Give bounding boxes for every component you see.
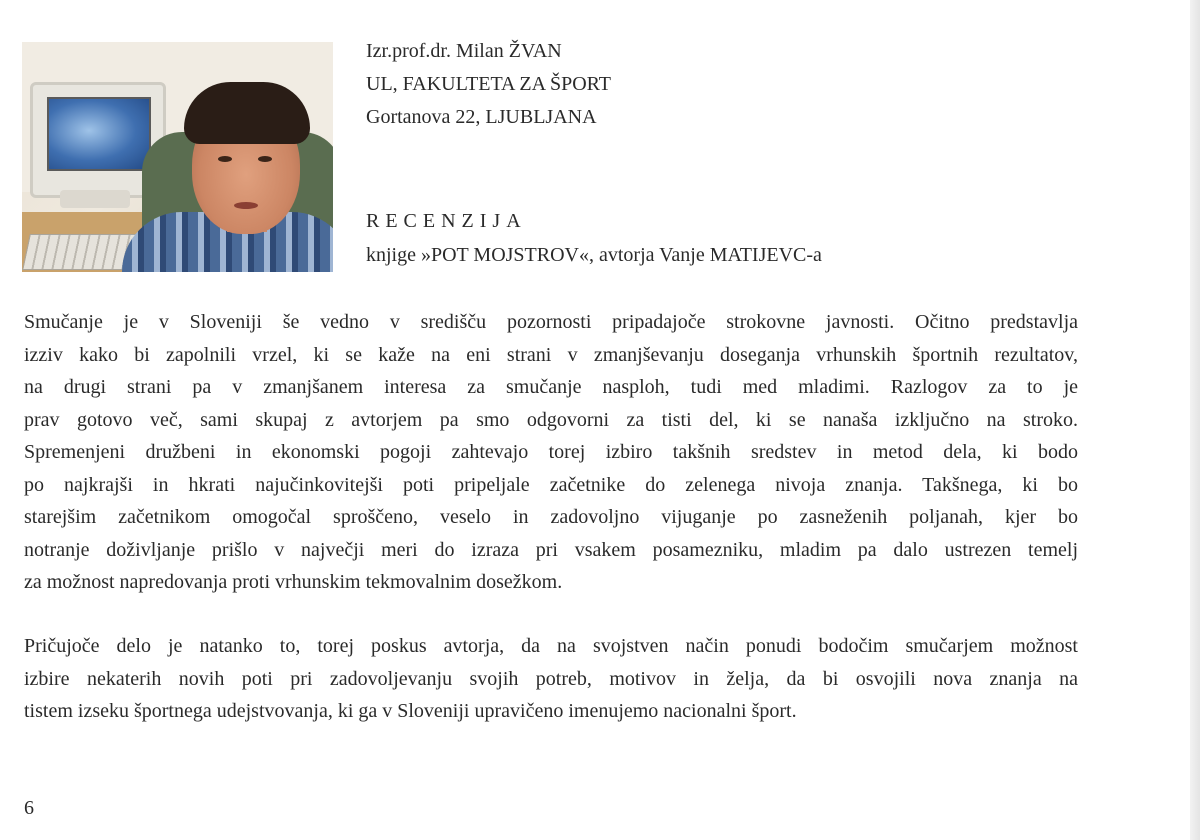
paragraph-line: notranje doživljanje prišlo v največji meri do izraza pri vsakem posamezniku, mladim pa dalo ustrezen temelj — [24, 538, 1078, 561]
review-subtitle: knjige »POT MOJSTROV«, avtorja Vanje MATIJEVC-a — [366, 244, 822, 266]
paragraph-line: Pričujoče delo je natanko to, torej poskus avtorja, da na svojstven način ponudi bodočim smučarjem možnost — [24, 635, 1078, 657]
paragraph-line: prav gotovo več, sami skupaj z avtorjem pa smo odgovorni za tisti del, ki se nanaša izključno na stroko. — [24, 408, 1078, 431]
paragraph-line: po najkrajši in hkrati najučinkovitejši poti pripeljale začetnike do zelenega nivoja znanja. Takšnega, ki bo — [24, 473, 1078, 496]
author-institution: UL, FAKULTETA ZA ŠPORT — [366, 73, 611, 95]
author-name: Izr.prof.dr. Milan ŽVAN — [366, 40, 562, 62]
paragraph-line: za možnost napredovanja proti vrhunskim tekmovalnim dosežkom. — [24, 571, 563, 593]
paragraph-line: tistem izseku športnega udejstvovanja, ki ga v Sloveniji upravičeno imenujemo nacionalni šport. — [24, 700, 797, 722]
paragraph-line: Spremenjeni družbeni in ekonomski pogoji zahtevajo torej izbiro takšnih sredstev in metod dela, ki bodo — [24, 441, 1078, 463]
paragraph-line: starejšim začetnikom omogočal sproščeno, veselo in zadovoljno vijuganje po zasneženih poljanah, kjer bo — [24, 506, 1078, 528]
review-heading: RECENZIJA — [366, 210, 527, 232]
paragraph-2 — [24, 630, 1078, 728]
page-edge — [1190, 0, 1200, 840]
paragraph-line: izziv kako bi zapolnili vrzel, ki se kaže na eni strani v zmanjševanju doseganja vrhunskih športnih rezultatov, — [24, 343, 1078, 366]
paragraph-1 — [24, 306, 1078, 599]
page-number: 6 — [24, 797, 34, 819]
paragraph-line: na drugi strani pa v zmanjšanem interesa za smučanje nasploh, tudi med mladimi. Razlogov za to je — [24, 376, 1078, 398]
author-portrait-photo — [22, 42, 333, 272]
paragraph-line: Smučanje je v Sloveniji še vedno v središču pozornosti pripadajoče strokovne javnosti. Očitno predstavlja — [24, 311, 1078, 333]
paragraph-line: izbire nekaterih novih poti pri zadovoljevanju svojih potreb, motivov in želja, da bi osvojili nova znanja na — [24, 667, 1078, 690]
author-address: Gortanova 22, LJUBLJANA — [366, 106, 597, 128]
